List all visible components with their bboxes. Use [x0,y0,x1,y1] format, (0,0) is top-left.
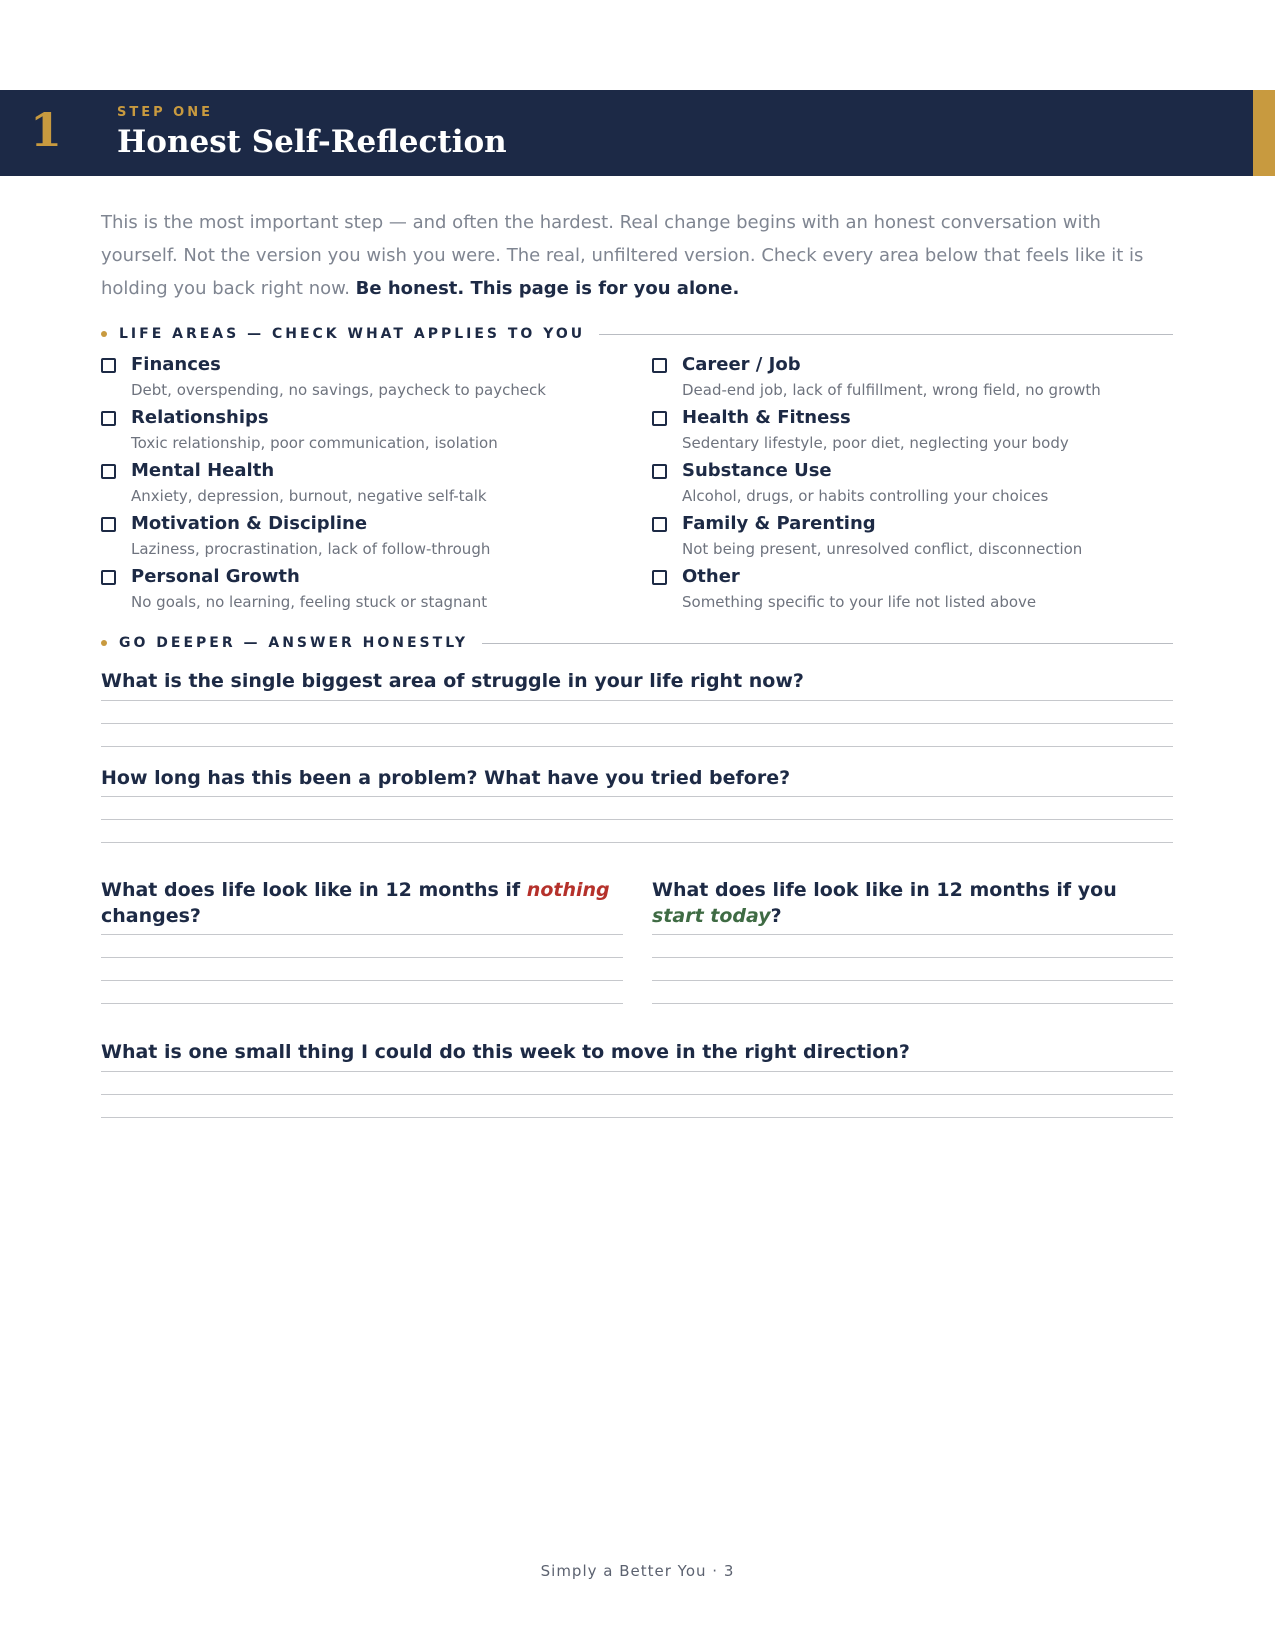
item-description: Toxic relationship, poor communication, isolation [131,434,498,452]
answer-line[interactable] [652,957,1173,958]
question-text: What does life look like in 12 months if [101,879,527,901]
question-text: changes? [101,905,201,927]
checkbox[interactable] [652,464,667,479]
question-emphasis: nothing [526,879,610,901]
item-description: Anxiety, depression, burnout, negative self-talk [131,487,487,505]
item-title: Personal Growth [131,566,300,587]
item-title: Family & Parenting [682,513,876,534]
item-description: No goals, no learning, feeling stuck or stagnant [131,593,488,611]
item-title: Health & Fitness [682,407,851,428]
item-title: Finances [131,354,221,375]
checklist-item-finances[interactable] [101,353,652,406]
answer-line[interactable] [101,957,623,958]
answer-line[interactable] [652,1003,1173,1004]
checkbox[interactable] [652,358,667,373]
item-description: Laziness, procrastination, lack of follow-through [131,540,491,558]
item-description: Dead-end job, lack of fulfillment, wrong field, no growth [682,381,1101,399]
answer-line[interactable] [101,700,1173,701]
section-label: LIFE AREAS — CHECK WHAT APPLIES TO YOU [119,326,586,342]
item-title: Career / Job [682,354,801,375]
checklist-item-personal-growth[interactable] [101,565,652,618]
answer-line[interactable] [652,980,1173,981]
answer-line[interactable] [101,1117,1173,1118]
intro-text: This is the most important step — and often the hardest. Real change begins with an honest conversation with yourself. Not the version you wish you were. The real, unfiltered version. Check every area below that feels like it is holding you back right now. [101,212,1144,299]
question-text: ? [770,905,782,927]
page-title: Honest Self-Reflection [117,124,507,160]
question-nothing-changes [101,877,623,929]
checkbox[interactable] [652,411,667,426]
item-title: Other [682,566,740,587]
intro-paragraph [101,206,1181,305]
checkbox[interactable] [101,411,116,426]
checklist-item-health-fitness[interactable] [652,406,1173,459]
banner-accent-bar [1253,90,1275,176]
question-emphasis: start today [652,905,771,927]
checkbox[interactable] [101,570,116,585]
item-title: Mental Health [131,460,275,481]
checkbox[interactable] [652,570,667,585]
item-description: Sedentary lifestyle, poor diet, neglecting your body [682,434,1069,452]
answer-line[interactable] [101,1094,1173,1095]
answer-line[interactable] [101,842,1173,843]
answer-line[interactable] [101,723,1173,724]
bullet-dot-icon [101,640,107,646]
checklist-item-career[interactable] [652,353,1173,406]
item-description: Not being present, unresolved conflict, disconnection [682,540,1083,558]
answer-line[interactable] [652,934,1173,935]
checkbox[interactable] [652,517,667,532]
question-how-long: How long has this been a problem? What have you tried before? [101,767,791,789]
answer-line[interactable] [101,746,1173,747]
checklist-item-substance-use[interactable] [652,459,1173,512]
life-areas-heading [101,324,1173,344]
checklist-item-other[interactable] [652,565,1173,618]
item-title: Substance Use [682,460,832,481]
answer-line[interactable] [101,819,1173,820]
answer-line[interactable] [101,796,1173,797]
intro-emphasis: Be honest. This page is for you alone. [355,278,740,299]
step-label: STEP ONE [117,105,213,120]
life-areas-checklist [101,353,1173,618]
answer-line[interactable] [101,934,623,935]
item-description: Something specific to your life not listed above [682,593,1037,611]
divider [599,334,1173,335]
checklist-item-relationships[interactable] [101,406,652,459]
checklist-item-family[interactable] [652,512,1173,565]
step-number: 1 [30,103,63,157]
question-one-small-thing: What is one small thing I could do this week to move in the right direction? [101,1041,910,1063]
checklist-item-motivation[interactable] [101,512,652,565]
checkbox[interactable] [101,464,116,479]
item-description: Debt, overspending, no savings, paycheck to paycheck [131,381,546,399]
checkbox[interactable] [101,358,116,373]
question-start-today [652,877,1173,929]
answer-line[interactable] [101,1071,1173,1072]
question-text: What does life look like in 12 months if you [652,879,1117,901]
checklist-item-mental-health[interactable] [101,459,652,512]
answer-line[interactable] [101,980,623,981]
item-title: Relationships [131,407,269,428]
question-biggest-struggle: What is the single biggest area of struggle in your life right now? [101,670,804,692]
page-footer: Simply a Better You · 3 [540,1562,735,1580]
bullet-dot-icon [101,331,107,337]
answer-line[interactable] [101,1003,623,1004]
section-label: GO DEEPER — ANSWER HONESTLY [119,635,469,651]
item-description: Alcohol, drugs, or habits controlling your choices [682,487,1049,505]
go-deeper-heading [101,633,1173,653]
checkbox[interactable] [101,517,116,532]
item-title: Motivation & Discipline [131,513,368,534]
divider [482,643,1173,644]
